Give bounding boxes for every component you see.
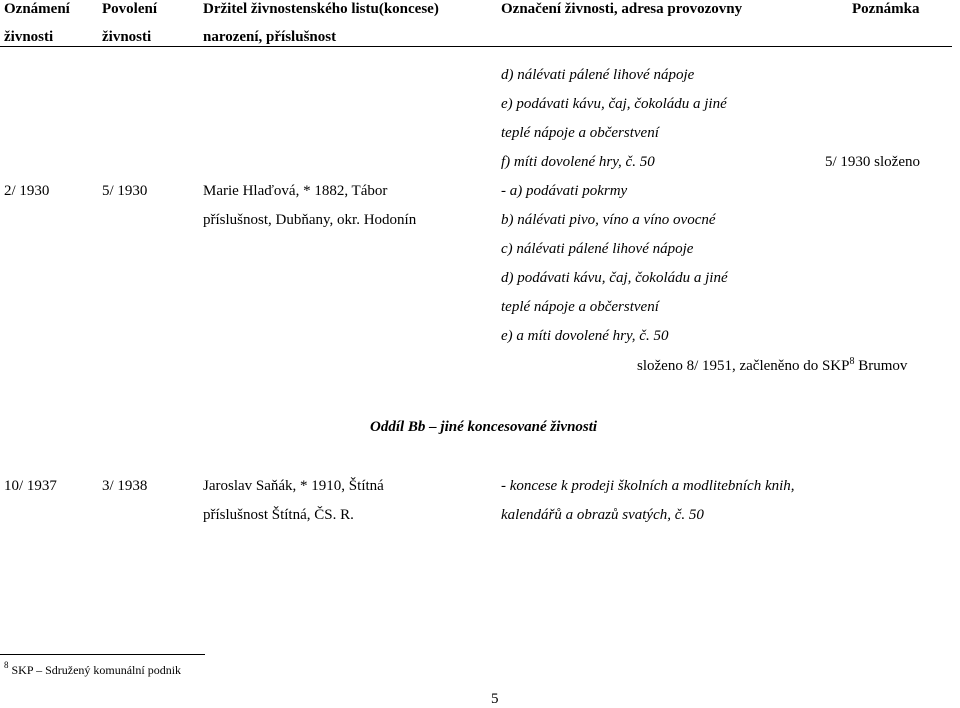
entry2-holder-line1: Jaroslav Saňák, * 1910, Štítná — [203, 478, 384, 494]
entry1-trade-line: teplé nápoje a občerstvení — [501, 299, 659, 315]
continued-trade-line: d) nálévati pálené lihové nápoje — [501, 67, 695, 83]
header-underline — [0, 46, 952, 47]
entry2-holder-line2: příslušnost Štítná, ČS. R. — [203, 507, 354, 523]
entry2-notice: 10/ 1937 — [4, 478, 57, 494]
entry1-trade-line: d) podávati kávu, čaj, čokoládu a jiné — [501, 270, 728, 286]
entry1-holder-line2: příslušnost, Dubňany, okr. Hodonín — [203, 212, 417, 228]
entry1-note — [637, 357, 907, 375]
entry1-trade-line: e) a míti dovolené hry, č. 50 — [501, 328, 669, 344]
entry1-permit: 5/ 1930 — [102, 183, 148, 199]
page-number: 5 — [491, 691, 499, 707]
entry2-permit: 3/ 1938 — [102, 478, 148, 494]
entry1-trade-line: - a) podávati pokrmy — [501, 183, 628, 199]
continued-trade-line: teplé nápoje a občerstvení — [501, 125, 659, 141]
entry2-trade-line1: - koncese k prodeji školních a modlitebních knih, — [501, 478, 795, 494]
entry1-note-tail: Brumov — [854, 358, 908, 374]
header-col-permit-line2: živnosti — [102, 29, 152, 45]
header-col-note: Poznámka — [852, 1, 920, 17]
footnote-separator — [0, 654, 205, 655]
continued-trade-line: f) míti dovolené hry, č. 50 — [501, 154, 655, 170]
continued-trade-line: e) podávati kávu, čaj, čokoládu a jiné — [501, 96, 727, 112]
header-col-holder-line1: Držitel živnostenského listu(koncese) — [203, 1, 439, 17]
header-col-permit-line1: Povolení — [102, 1, 157, 17]
entry1-trade-line: b) nálévati pivo, víno a víno ovocné — [501, 212, 716, 228]
continued-note: 5/ 1930 složeno — [825, 154, 920, 170]
entry1-footnote-ref: 8 — [849, 356, 855, 367]
entry1-trade-line: c) nálévati pálené lihové nápoje — [501, 241, 694, 257]
entry1-holder-line1: Marie Hlaďová, * 1882, Tábor — [203, 183, 388, 199]
footnote-text: SKP – Sdružený komunální podnik — [8, 663, 182, 677]
entry2-trade-line2: kalendářů a obrazů svatých, č. 50 — [501, 507, 704, 523]
header-col-notice-line1: Oznámení — [4, 1, 70, 17]
header-col-holder-line2: narození, příslušnost — [203, 29, 337, 45]
entry1-notice: 2/ 1930 — [4, 183, 50, 199]
entry1-note-text: složeno 8/ 1951, začleněno do SKP — [637, 358, 850, 374]
footnote — [4, 661, 181, 679]
header-col-notice-line2: živnosti — [4, 29, 54, 45]
header-col-trade: Označení živnosti, adresa provozovny — [501, 1, 743, 17]
footnote-mark: 8 — [4, 660, 9, 670]
section-title: Oddíl Bb – jiné koncesované živnosti — [370, 419, 598, 435]
